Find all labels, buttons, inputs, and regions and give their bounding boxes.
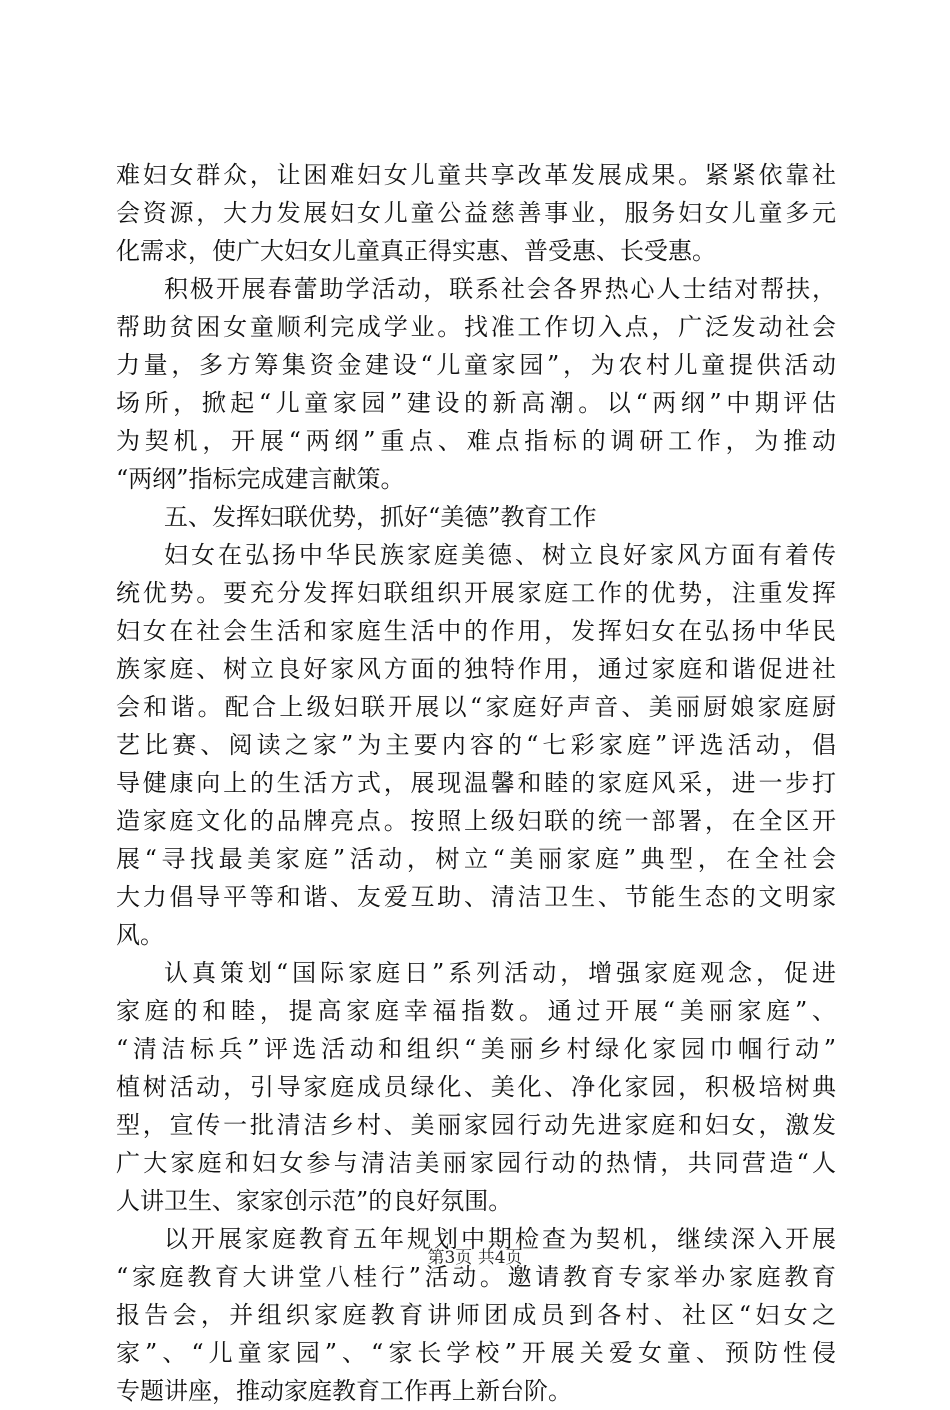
text-line: 妇女在弘扬中华民族家庭美德、树立良好家风方面有着传: [164, 541, 836, 569]
text-line: 人讲卫生、家家创示范”的良好氛围。: [116, 1187, 513, 1215]
text-line: 型，宣传一批清洁乡村、美丽家园行动先进家庭和妇女，激发: [116, 1111, 836, 1139]
text-line: 艺比赛、阅读之家”为主要内容的“七彩家庭”评选活动，倡: [116, 731, 836, 759]
text-line: 会和谐。配合上级妇联开展以“家庭好声音、美丽厨娘家庭厨: [116, 693, 836, 721]
text-line: 家庭的和睦，提高家庭幸福指数。通过开展“美丽家庭”、: [116, 997, 836, 1025]
text-line: 积极开展春蕾助学活动，联系社会各界热心人士结对帮扶，: [164, 275, 836, 303]
text-line: 五、发挥妇联优势，抓好“美德”教育工作: [164, 503, 597, 531]
text-line: “清洁标兵”评选活动和组织“美丽乡村绿化家园巾帼行动”: [116, 1035, 836, 1063]
text-line: 风。: [116, 921, 164, 949]
text-line: 场所，掀起“儿童家园”建设的新高潮。以“两纲”中期评估: [116, 389, 836, 417]
text-line: 广大家庭和妇女参与清洁美丽家园行动的热情，共同营造“人: [116, 1149, 836, 1177]
text-line: 以开展家庭教育五年规划中期检查为契机，继续深入开展: [164, 1225, 836, 1253]
text-line: 族家庭、树立良好家风方面的独特作用，通过家庭和谐促进社: [116, 655, 836, 683]
text-line: 家”、“儿童家园”、“家长学校”开展关爱女童、预防性侵: [116, 1339, 836, 1367]
text-line: 帮助贫困女童顺利完成学业。找准工作切入点，广泛发动社会: [116, 313, 836, 341]
document-body: [116, 156, 836, 1410]
text-line: 报告会，并组织家庭教育讲师团成员到各村、社区“妇女之: [116, 1301, 836, 1329]
text-line: 认真策划“国际家庭日”系列活动，增强家庭观念，促进: [164, 959, 836, 987]
page-number-footer: 第3页 共4页: [427, 1248, 523, 1268]
text-line: “家庭教育大讲堂八桂行”活动。邀请教育专家举办家庭教育: [116, 1263, 836, 1291]
text-line: 化需求，使广大妇女儿童真正得实惠、普受惠、长受惠。: [116, 237, 716, 265]
text-line: 会资源，大力发展妇女儿童公益慈善事业，服务妇女儿童多元: [116, 199, 836, 227]
text-line: 大力倡导平等和谐、友爱互助、清洁卫生、节能生态的文明家: [116, 883, 836, 911]
text-line: 造家庭文化的品牌亮点。按照上级妇联的统一部署，在全区开: [116, 807, 836, 835]
text-line: 妇女在社会生活和家庭生活中的作用，发挥妇女在弘扬中华民: [116, 617, 836, 645]
text-line: 展“寻找最美家庭”活动，树立“美丽家庭”典型，在全社会: [116, 845, 836, 873]
text-line: “两纲”指标完成建言献策。: [116, 465, 405, 493]
text-line: 难妇女群众，让困难妇女儿童共享改革发展成果。紧紧依靠社: [116, 161, 836, 189]
text-line: 统优势。要充分发挥妇联组织开展家庭工作的优势，注重发挥: [116, 579, 836, 607]
text-line: 导健康向上的生活方式，展现温馨和睦的家庭风采，进一步打: [116, 769, 836, 797]
text-line: 为契机，开展“两纲”重点、难点指标的调研工作，为推动: [116, 427, 836, 455]
text-line: 植树活动，引导家庭成员绿化、美化、净化家园，积极培树典: [116, 1073, 836, 1101]
text-line: 力量，多方筹集资金建设“儿童家园”，为农村儿童提供活动: [116, 351, 836, 379]
text-line: 专题讲座，推动家庭教育工作再上新台阶。: [116, 1377, 572, 1405]
